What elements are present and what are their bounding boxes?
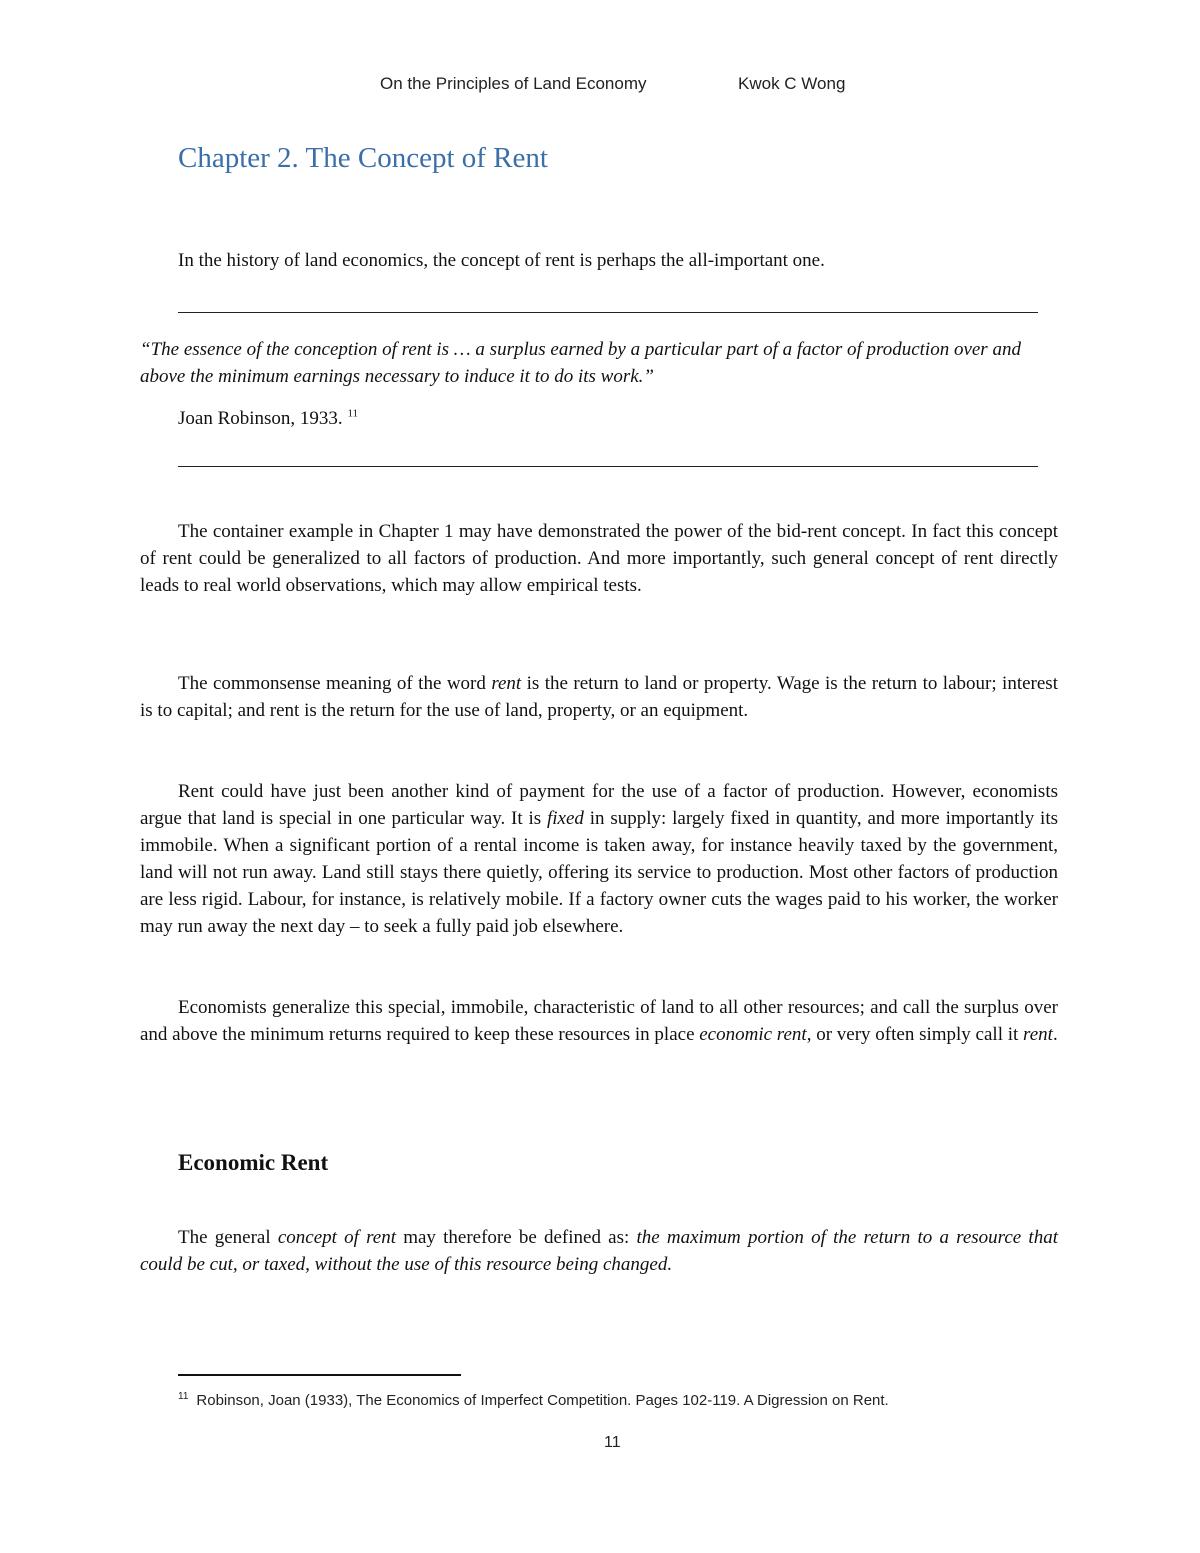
paragraph-definition [140, 1224, 1058, 1278]
paragraph-commonsense-meaning [140, 670, 1058, 724]
footnote-number: 11 [178, 1391, 189, 1402]
quote-attribution [178, 408, 358, 430]
paragraph-text: . [1052, 1024, 1058, 1045]
footnote-text: Robinson, Joan (1933), The Economics of Imperfect Competition. Pages 102-119. A Digression on Rent. [196, 1392, 889, 1409]
attribution-text: Joan Robinson, 1933. [178, 408, 343, 429]
chapter-title: Chapter 2. The Concept of Rent [178, 142, 548, 174]
paragraph-economic-rent-generalized [140, 994, 1058, 1048]
paragraph-text: The general [178, 1227, 278, 1248]
paragraph-container-example: The container example in Chapter 1 may have demonstrated the power of the bid-rent concept. In fact this concept of rent could be generalized to all factors of production. And more importantly, such general concept of rent directly leads to real world observations, which may allow empirical tests. [140, 521, 1058, 596]
footnote [178, 1392, 889, 1409]
paragraph-land-is-fixed [140, 778, 1058, 940]
footnote-separator [178, 1374, 461, 1376]
paragraph-text: Economists generalize this special, immobile, characteristic of land to all other resources; and call the surplus over and above the minimum returns required to keep these resources in place [140, 997, 1058, 1045]
paragraph-text: The commonsense meaning of the word [178, 673, 492, 694]
quote-bottom-rule [178, 466, 1038, 467]
intro-sentence: In the history of land economics, the concept of rent is perhaps the all-important one. [178, 250, 825, 271]
paragraph-text: in supply: largely fixed in quantity, and more importantly its immobile. When a significant portion of a rental income is taken away, for instance heavily taxed by the government, land will not run away. Land still stays there quietly, offering its service to production. Most other factors of production are less rigid. Labour, for instance, is relatively mobile. If a factory owner cuts the wages paid to his worker, the worker may run away the next day – to seek a fully paid job elsewhere. [140, 808, 1058, 937]
paragraph-text: Rent could have just been another kind of payment for the use of a factor of production. However, economists argue that land is special in one particular way. It is [140, 781, 1058, 829]
emphasis-rent: rent [491, 673, 522, 694]
quote-top-rule [178, 312, 1038, 313]
emphasis-definition: the maximum portion of the return to a resource that could be cut, or taxed, without the use of this resource being changed. [140, 1227, 1058, 1275]
section-heading: Economic Rent [178, 1150, 329, 1175]
paragraph-text: , or very often simply call it [806, 1024, 1024, 1045]
header-author: Kwok C Wong [738, 74, 846, 93]
paragraph-text: may therefore be defined as: [396, 1227, 637, 1248]
paragraph-text: is the return to land or property. Wage is the return to labour; interest is to capital; and rent is the return for the use of land, property, or an equipment. [140, 673, 1058, 721]
header-book-title: On the Principles of Land Economy [380, 74, 647, 93]
footnote-reference[interactable]: 11 [347, 407, 359, 420]
emphasis-concept-of-rent: concept of rent [277, 1227, 396, 1248]
page-number: 11 [604, 1434, 621, 1451]
epigraph-quote: “The essence of the conception of rent is … a surplus earned by a particular part of a factor of production over and above the minimum earnings necessary to induce it to do its work.” [140, 339, 1021, 387]
emphasis-economic-rent: economic rent [699, 1024, 807, 1045]
emphasis-fixed: fixed [547, 808, 584, 829]
emphasis-rent: rent [1023, 1024, 1053, 1045]
